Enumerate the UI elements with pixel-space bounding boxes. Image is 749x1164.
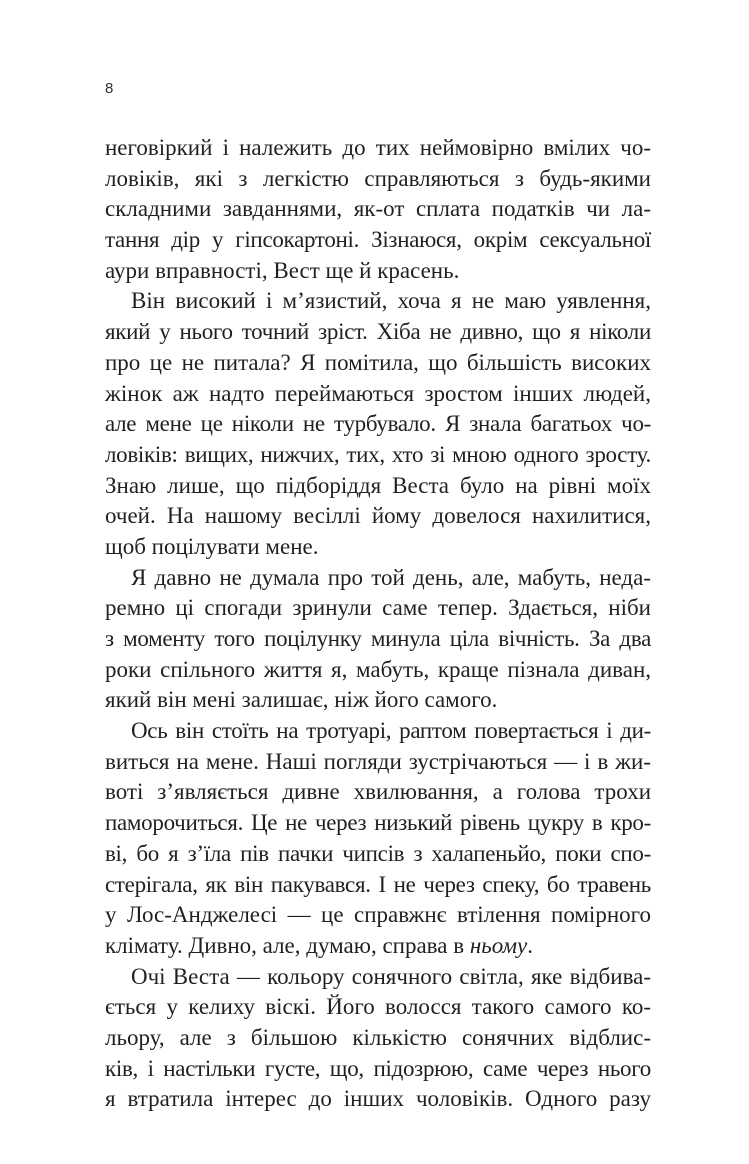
line-text: паморочиться. Це не через низький рівень цукру в кро- xyxy=(105,810,651,836)
line-text: Очі Веста — кольору сонячного світла, яке відбива- xyxy=(131,963,651,989)
paragraph xyxy=(105,286,651,562)
line-text: але мене це ніколи не турбувало. Я знала багатьох чо- xyxy=(105,411,651,437)
text-line xyxy=(105,348,651,379)
text-line xyxy=(105,992,651,1023)
text-line xyxy=(105,256,651,287)
text-line xyxy=(105,962,651,993)
line-text: який у нього точний зріст. Хіба не дивно, що я ніколи xyxy=(105,319,651,345)
line-text: Знаю лише, що підборіддя Веста було на рівні моїх xyxy=(105,472,651,498)
text-line xyxy=(105,777,651,808)
body-text xyxy=(105,133,651,1115)
paragraph xyxy=(105,133,651,286)
text-line xyxy=(105,532,651,563)
page-number: 8 xyxy=(105,80,114,97)
line-text: воті з’являється дивне хвилювання, а голова трохи xyxy=(105,779,651,805)
line-text: неговіркий і належить до тих неймовірно вмілих чо- xyxy=(105,135,651,160)
text-line xyxy=(105,286,651,317)
text-line xyxy=(105,685,651,716)
paragraph xyxy=(105,962,651,1115)
line-text: щоб поцілувати мене. xyxy=(105,533,319,559)
text-line xyxy=(105,563,651,594)
line-text: очей. На нашому весіллі йому довелося нахилитися, xyxy=(105,503,651,529)
text-line xyxy=(105,379,651,410)
line-text: Ось він стоїть на тротуарі, раптом повертається і ди- xyxy=(131,718,651,744)
text-line xyxy=(105,1023,651,1054)
text-line xyxy=(105,1054,651,1085)
line-text: складними завданнями, як-от сплата податків чи ла- xyxy=(105,196,651,222)
text-line xyxy=(105,409,651,440)
line-text: аури вправності, Вест ще й красень. xyxy=(105,257,460,283)
line-text: льору, але з більшою кількістю сонячних відблис- xyxy=(105,1024,651,1050)
text-line xyxy=(105,900,651,931)
line-text: Я давно не думала про той день, але, мабуть, неда- xyxy=(131,564,651,590)
text-line xyxy=(105,440,651,471)
line-text: ється у келиху віскі. Його волосся такого самого ко- xyxy=(105,994,651,1020)
line-text: Він високий і м’язистий, хоча я не маю уявлення, xyxy=(131,288,651,314)
line-text: виться на мене. Наші погляди зустрічаються — і в жи- xyxy=(105,748,651,774)
line-text: ловіків: вищих, нижчих, тих, хто зі мною одного зросту. xyxy=(105,441,651,467)
text-line xyxy=(105,501,651,532)
text-line xyxy=(105,839,651,870)
text-line xyxy=(105,225,651,256)
line-text: ремно ці спогади зринули саме тепер. Здається, ніби xyxy=(105,595,651,621)
line-text: жінок аж надто переймаються зростом інших людей, xyxy=(105,380,651,406)
text-line xyxy=(105,808,651,839)
paragraph xyxy=(105,563,651,716)
line-text: клімату. Дивно, але, думаю, справа в xyxy=(105,932,470,958)
text-line xyxy=(105,194,651,225)
text-line xyxy=(105,747,651,778)
line-text: про це не питала? Я помітила, що більшість високих xyxy=(105,349,651,375)
text-line xyxy=(105,655,651,686)
text-line xyxy=(105,133,651,164)
line-text: у Лос-Анджелесі — це справжнє втілення помірного xyxy=(105,902,651,928)
line-text: з моменту того поцілунку минула ціла вічність. За два xyxy=(105,626,651,651)
text-line xyxy=(105,931,651,962)
line-text: ків, і настільки густе, що, підозрюю, саме через нього xyxy=(105,1055,651,1081)
paragraph xyxy=(105,716,651,962)
line-text: я втратила інтерес до інших чоловіків. Одного разу xyxy=(105,1086,651,1112)
text-line xyxy=(105,1084,651,1115)
text-line xyxy=(105,593,651,624)
line-end: . xyxy=(527,932,533,958)
text-line xyxy=(105,716,651,747)
text-line xyxy=(105,317,651,348)
text-line xyxy=(105,164,651,195)
text-line xyxy=(105,624,651,655)
line-text: стерігала, як він пакувався. І не через спеку, бо травень xyxy=(105,871,651,897)
line-text: роки спільного життя я, мабуть, краще пізнала диван, xyxy=(105,656,651,682)
line-text: тання дір у гіпсокартоні. Зізнаюся, окрім сексуальної xyxy=(105,227,651,253)
italic-emphasis: ньому xyxy=(469,932,528,958)
line-text: ві, бо я з’їла пів пачки чипсів з халапеньйо, поки спо- xyxy=(105,840,651,866)
line-text: ловіків, які з легкістю справляються з будь-якими xyxy=(105,165,651,191)
text-line xyxy=(105,471,651,502)
line-text: який він мені залишає, ніж його самого. xyxy=(105,687,498,713)
text-line xyxy=(105,870,651,901)
